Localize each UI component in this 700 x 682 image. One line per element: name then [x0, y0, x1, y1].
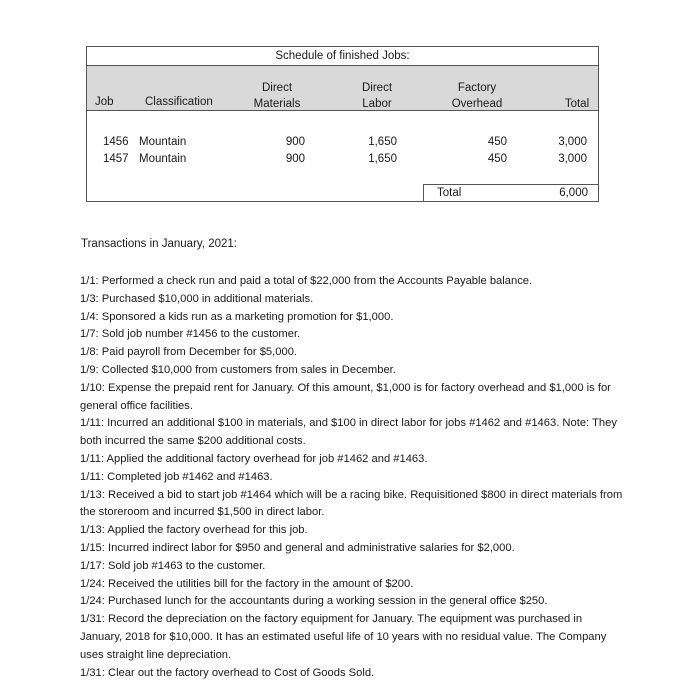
header-direct-materials-line2: Materials — [253, 98, 301, 110]
list-item: 1/9: Collected $10,000 from customers from sales in December. — [80, 363, 396, 376]
row-job: 1457 — [103, 153, 129, 165]
list-item: 1/11: Incurred an additional $100 in materials, and $100 in direct labor for jobs #1462 and #1463. Note: They both incurred the same $200 additional costs. — [80, 417, 617, 448]
header-classification: Classification — [145, 96, 213, 108]
transactions-heading: Transactions in January, 2021: — [81, 238, 237, 250]
total-value: 6,000 — [559, 187, 588, 199]
header-job: Job — [95, 96, 114, 108]
header-factory-overhead-line2: Overhead — [451, 98, 503, 110]
row-materials: 900 — [285, 153, 305, 165]
schedule-title: Schedule of finished Jobs: — [275, 50, 410, 62]
list-item: 1/11: Completed job #1462 and #1463. — [80, 470, 273, 483]
total-label: Total — [437, 187, 462, 199]
row-overhead: 450 — [487, 136, 507, 148]
header-divider — [87, 110, 598, 111]
header-total: Total — [564, 98, 590, 110]
list-item: 1/10: Expense the prepaid rent for January. Of this amount, $1,000 is for factory overhead and $1,000 is for general office facilities. — [80, 381, 611, 412]
list-item: 1/15: Incurred indirect labor for $950 and general and administrative salaries for $2,000. — [80, 541, 515, 554]
transactions-list — [80, 273, 625, 682]
header-direct-labor-line1: Direct — [361, 82, 393, 94]
total-summary-box — [423, 184, 599, 202]
row-job: 1456 — [103, 136, 129, 148]
row-materials: 900 — [285, 136, 305, 148]
list-item: 1/31: Record the depreciation on the factory equipment for January. The equipment was purchased in January, 2018 for $10,000. It has an estimated useful life of 10 years with no residual value. The Company uses straight line depreciation. — [80, 613, 607, 661]
list-item: 1/17: Sold job #1463 to the customer. — [80, 559, 266, 572]
header-factory-overhead-line1: Factory — [457, 82, 497, 94]
list-item: 1/24: Purchased lunch for the accountants during a working session in the general office $250. — [80, 595, 548, 608]
header-direct-materials-line1: Direct — [261, 82, 293, 94]
list-item: 1/24: Received the utilities bill for the factory in the amount of $200. — [80, 577, 414, 590]
list-item: 1/7: Sold job number #1456 to the customer. — [80, 328, 301, 341]
header-direct-labor-line2: Labor — [362, 98, 392, 110]
list-item: 1/8: Paid payroll from December for $5,000. — [80, 346, 298, 359]
list-item: 1/4: Sponsored a kids run as a marketing promotion for $1,000. — [80, 310, 394, 323]
header-band — [87, 65, 598, 110]
list-item: 1/31: Clear out the factory overhead to Cost of Goods Sold. — [80, 666, 375, 679]
list-item: 1/1: Performed a check run and paid a total of $22,000 from the Accounts Payable balance. — [80, 275, 533, 287]
list-item: 1/11: Applied the additional factory overhead for job #1462 and #1463. — [80, 452, 428, 465]
row-overhead: 450 — [487, 153, 507, 165]
list-item: 1/13: Applied the factory overhead for this job. — [80, 524, 308, 537]
schedule-table — [86, 46, 599, 202]
title-divider — [87, 65, 598, 66]
row-total: 3,000 — [558, 136, 587, 148]
row-classification: Mountain — [139, 153, 187, 165]
row-labor: 1,650 — [368, 136, 397, 148]
row-labor: 1,650 — [368, 153, 397, 165]
row-classification: Mountain — [139, 136, 187, 148]
list-item: 1/3: Purchased $10,000 in additional materials. — [80, 292, 314, 305]
list-item: 1/13: Received a bid to start job #1464 which will be a racing bike. Requisitioned $800 in direct materials from the storeroom and incurred $1,500 in direct labor. — [80, 488, 623, 519]
row-total: 3,000 — [558, 153, 587, 165]
